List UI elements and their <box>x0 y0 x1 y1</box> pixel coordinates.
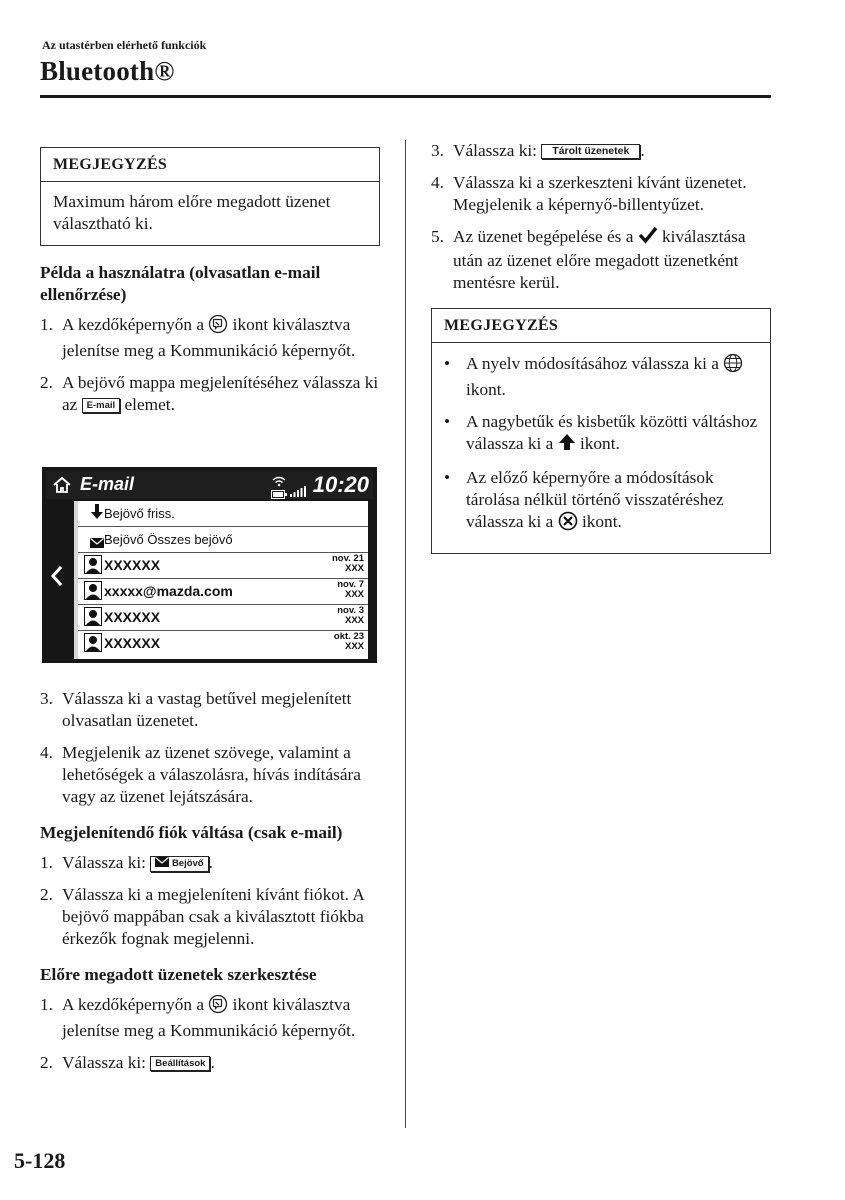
edit-step-4 <box>431 172 771 216</box>
bullet-text: ikont. <box>466 380 506 399</box>
step-number: 1. <box>40 315 53 334</box>
screen-clock: 10:20 <box>312 472 369 497</box>
bullet-dot: • <box>444 468 451 487</box>
note-bullet <box>442 411 760 457</box>
row-date: nov. 7 XXX <box>337 579 364 600</box>
note-heading: MEGJEGYZÉS <box>41 148 379 182</box>
bullet-dot: • <box>444 412 451 431</box>
edit-step-2 <box>40 1052 380 1074</box>
note-bullet <box>442 353 760 401</box>
step-number: 2. <box>40 885 53 904</box>
list-item <box>78 501 368 527</box>
list-item <box>78 631 368 656</box>
step-text: ikont kiválasztva jelenítse meg a Kommunikáció képernyőt. <box>62 315 356 360</box>
bullet-text: A nagybetűk és kisbetűk közötti váltáshoz válassza ki a <box>466 412 758 453</box>
row-date: nov. 21 XXX <box>331 553 364 574</box>
note-box <box>40 147 380 246</box>
inbox-button: Bejövő <box>150 856 208 872</box>
note-heading: MEGJEGYZÉS <box>432 309 770 343</box>
account-step-2 <box>40 884 380 950</box>
row-label: XXXXXX <box>104 557 161 573</box>
left-column-lower <box>40 688 380 1084</box>
title-rule <box>40 95 771 98</box>
step-text: Válassza ki a vastag betűvel megjelenített olvasatlan üzenetet. <box>62 689 352 730</box>
example-step-2 <box>40 372 380 416</box>
row-label: XXXXXX <box>104 635 161 651</box>
bullet-text: ikont. <box>575 434 620 453</box>
list-item <box>78 527 368 553</box>
checkmark-icon <box>638 226 658 250</box>
step-text: elemet. <box>120 395 175 414</box>
step-text: Az üzenet begépelése és a <box>453 227 638 246</box>
right-column <box>431 140 771 554</box>
step-text: Megjelenik az üzenet szövege, valamint a lehetőségek a válaszolásra, hívás indítására vagy az üzenet lejátszására. <box>62 743 361 806</box>
step-text: . <box>210 1053 215 1072</box>
step-text: A kezdőképernyőn a <box>62 315 209 334</box>
account-step-1 <box>40 852 380 874</box>
back-arrow-icon <box>50 565 64 592</box>
note-body <box>432 343 770 553</box>
note-bullet <box>442 467 760 537</box>
step-number: 5. <box>431 227 444 246</box>
communication-icon <box>208 994 228 1020</box>
communication-icon <box>208 314 228 340</box>
step-number: 4. <box>40 743 53 762</box>
example-step-1 <box>40 314 380 362</box>
screen-title: E-mail <box>80 474 135 494</box>
row-label: XXXXXX <box>104 609 161 625</box>
step-text: ikont kiválasztva jelenítse meg a Kommunikáció képernyőt. <box>62 995 356 1040</box>
list-item <box>78 553 368 579</box>
home-icon <box>53 477 71 498</box>
list-item <box>78 605 368 631</box>
settings-button: Beállítások <box>150 1056 210 1071</box>
contact-icon <box>84 633 102 657</box>
close-icon <box>558 511 578 537</box>
left-column <box>40 147 380 426</box>
step-text: Válassza ki: <box>62 1053 151 1072</box>
section-label: Az utastérben elérhető funkciók <box>42 38 207 52</box>
note-text: Maximum három előre megadott üzenet választható ki. <box>53 192 331 233</box>
step-number: 4. <box>431 173 444 192</box>
email-screen-illustration <box>42 467 377 663</box>
list-item <box>78 579 368 605</box>
row-label: Bejövő Összes bejövő <box>104 532 233 547</box>
edit-step-3 <box>431 140 771 162</box>
step-number: 3. <box>431 141 444 160</box>
example-step-3 <box>40 688 380 732</box>
row-label: xxxxx@mazda.com <box>104 583 233 599</box>
edit-heading: Előre megadott üzenetek szerkesztése <box>40 965 317 984</box>
email-button: E-mail <box>82 398 121 413</box>
step-text: Válassza ki: <box>62 853 151 872</box>
edit-step-1 <box>40 994 380 1042</box>
signal-icon <box>290 484 306 502</box>
down-arrow-icon <box>91 504 103 525</box>
step-number: 1. <box>40 995 53 1014</box>
bullet-text: Az előző képernyőre a módosítások tárolása nélkül történő visszatéréshez válassza ki a <box>466 468 724 531</box>
contact-icon <box>84 581 102 605</box>
step-text: Válassza ki a megjeleníteni kívánt fiókot. A bejövő mappában csak a kiválasztott fiókba érkezők fognak megjelenni. <box>62 885 364 948</box>
edit-step-5 <box>431 226 771 294</box>
row-date: okt. 23 XXX <box>333 631 364 652</box>
envelope-icon <box>90 535 104 553</box>
row-date: nov. 3 XXX <box>337 605 364 626</box>
step-number: 2. <box>40 373 53 392</box>
step-text: . <box>640 141 645 160</box>
step-text: . <box>208 853 213 872</box>
step-text: A bejövő mappa megjelenítéséhez válassza ki az <box>62 373 379 414</box>
step-number: 2. <box>40 1053 53 1072</box>
example-step-4 <box>40 742 380 808</box>
bullet-text: ikont. <box>577 512 622 531</box>
column-divider <box>405 140 406 1128</box>
bullet-dot: • <box>444 354 451 373</box>
globe-icon <box>723 353 743 379</box>
account-heading: Megjelenítendő fiók váltása (csak e-mail) <box>40 823 343 842</box>
stored-messages-button: Tárolt üzenetek <box>541 144 640 159</box>
contact-icon <box>84 555 102 579</box>
screen-header <box>46 471 373 499</box>
row-label: Bejövő friss. <box>104 506 175 521</box>
contact-icon <box>84 607 102 631</box>
message-list <box>74 501 368 659</box>
page-title: Bluetooth® <box>40 56 175 86</box>
shift-arrow-icon <box>558 433 576 457</box>
bullet-text: A nyelv módosításához válassza ki a <box>466 354 724 373</box>
step-number: 3. <box>40 689 53 708</box>
step-text: Válassza ki a szerkeszteni kívánt üzenetet. Megjelenik a képernyő-billentyűzet. <box>453 173 747 214</box>
example-heading: Példa a használatra (olvasatlan e-mail ellenőrzése) <box>40 263 321 304</box>
step-text: Válassza ki: <box>453 141 542 160</box>
step-text: kiválasztása után az üzenet előre megadott üzenetként mentésre kerül. <box>453 227 746 292</box>
step-number: 1. <box>40 853 53 872</box>
step-text: A kezdőképernyőn a <box>62 995 209 1014</box>
note-box <box>431 308 771 554</box>
page-number: 5-128 <box>14 1148 66 1173</box>
envelope-icon <box>155 857 169 871</box>
